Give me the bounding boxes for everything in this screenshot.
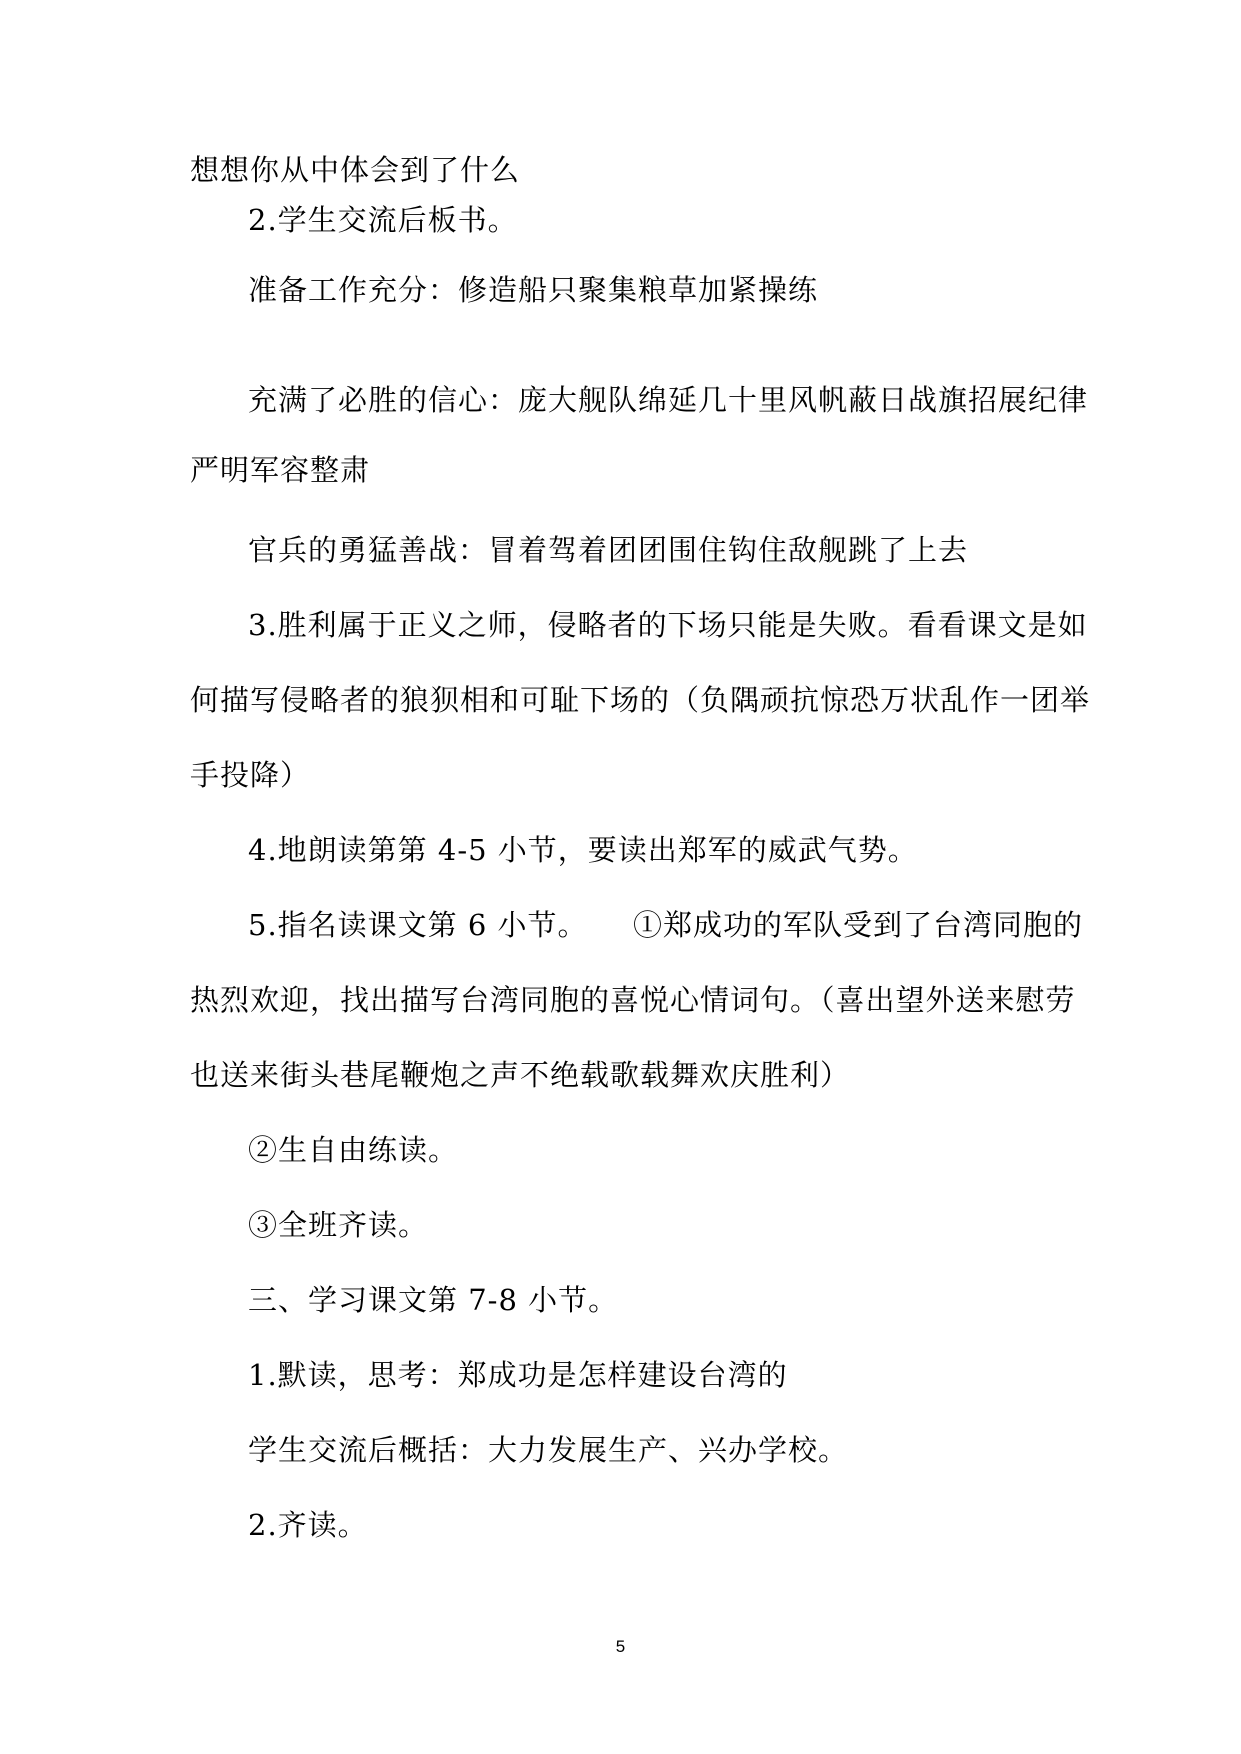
text-line: ②生自由练读。 bbox=[248, 1133, 459, 1167]
text-line: 准备工作充分：修造船只聚集粮草加紧操练 bbox=[248, 273, 819, 307]
page-number: 5 bbox=[615, 1637, 626, 1656]
text-line: 也送来街头巷尾鞭炮之声不绝载歌载舞欢庆胜利） bbox=[190, 1058, 851, 1092]
text-line: 2.学生交流后板书。 bbox=[248, 203, 518, 237]
text-line: 5.指名读课文第 6 小节。 ①郑成功的军队受到了台湾同胞的 bbox=[248, 908, 1084, 942]
text-line: ③全班齐读。 bbox=[248, 1208, 429, 1242]
text-line: 充满了必胜的信心：庞大舰队绵延几十里风帆蔽日战旗招展纪律 bbox=[248, 383, 1089, 417]
text-line: 3.胜利属于正义之师，侵略者的下场只能是失败。看看课文是如 bbox=[248, 608, 1088, 642]
text-line: 官兵的勇猛善战：冒着驾着团团围住钩住敌舰跳了上去 bbox=[248, 533, 969, 567]
text-line: 热烈欢迎，找出描写台湾同胞的喜悦心情词句。（喜出望外送来慰劳 bbox=[190, 983, 1076, 1017]
text-line: 三、学习课文第 7-8 小节。 bbox=[248, 1283, 619, 1317]
text-line: 学生交流后概括：大力发展生产、兴办学校。 bbox=[248, 1433, 849, 1467]
text-line: 何描写侵略者的狼狈相和可耻下场的（负隅顽抗惊恐万状乱作一团举 bbox=[190, 683, 1091, 717]
text-line: 严明军容整肃 bbox=[190, 453, 371, 487]
text-line: 4.地朗读第第 4-5 小节，要读出郑军的威武气势。 bbox=[248, 833, 918, 867]
text-line: 2.齐读。 bbox=[248, 1508, 368, 1542]
text-line: 想想你从中体会到了什么 bbox=[190, 153, 521, 187]
text-line: 手投降） bbox=[190, 758, 311, 792]
text-line: 1.默读，思考：郑成功是怎样建设台湾的 bbox=[248, 1358, 788, 1392]
